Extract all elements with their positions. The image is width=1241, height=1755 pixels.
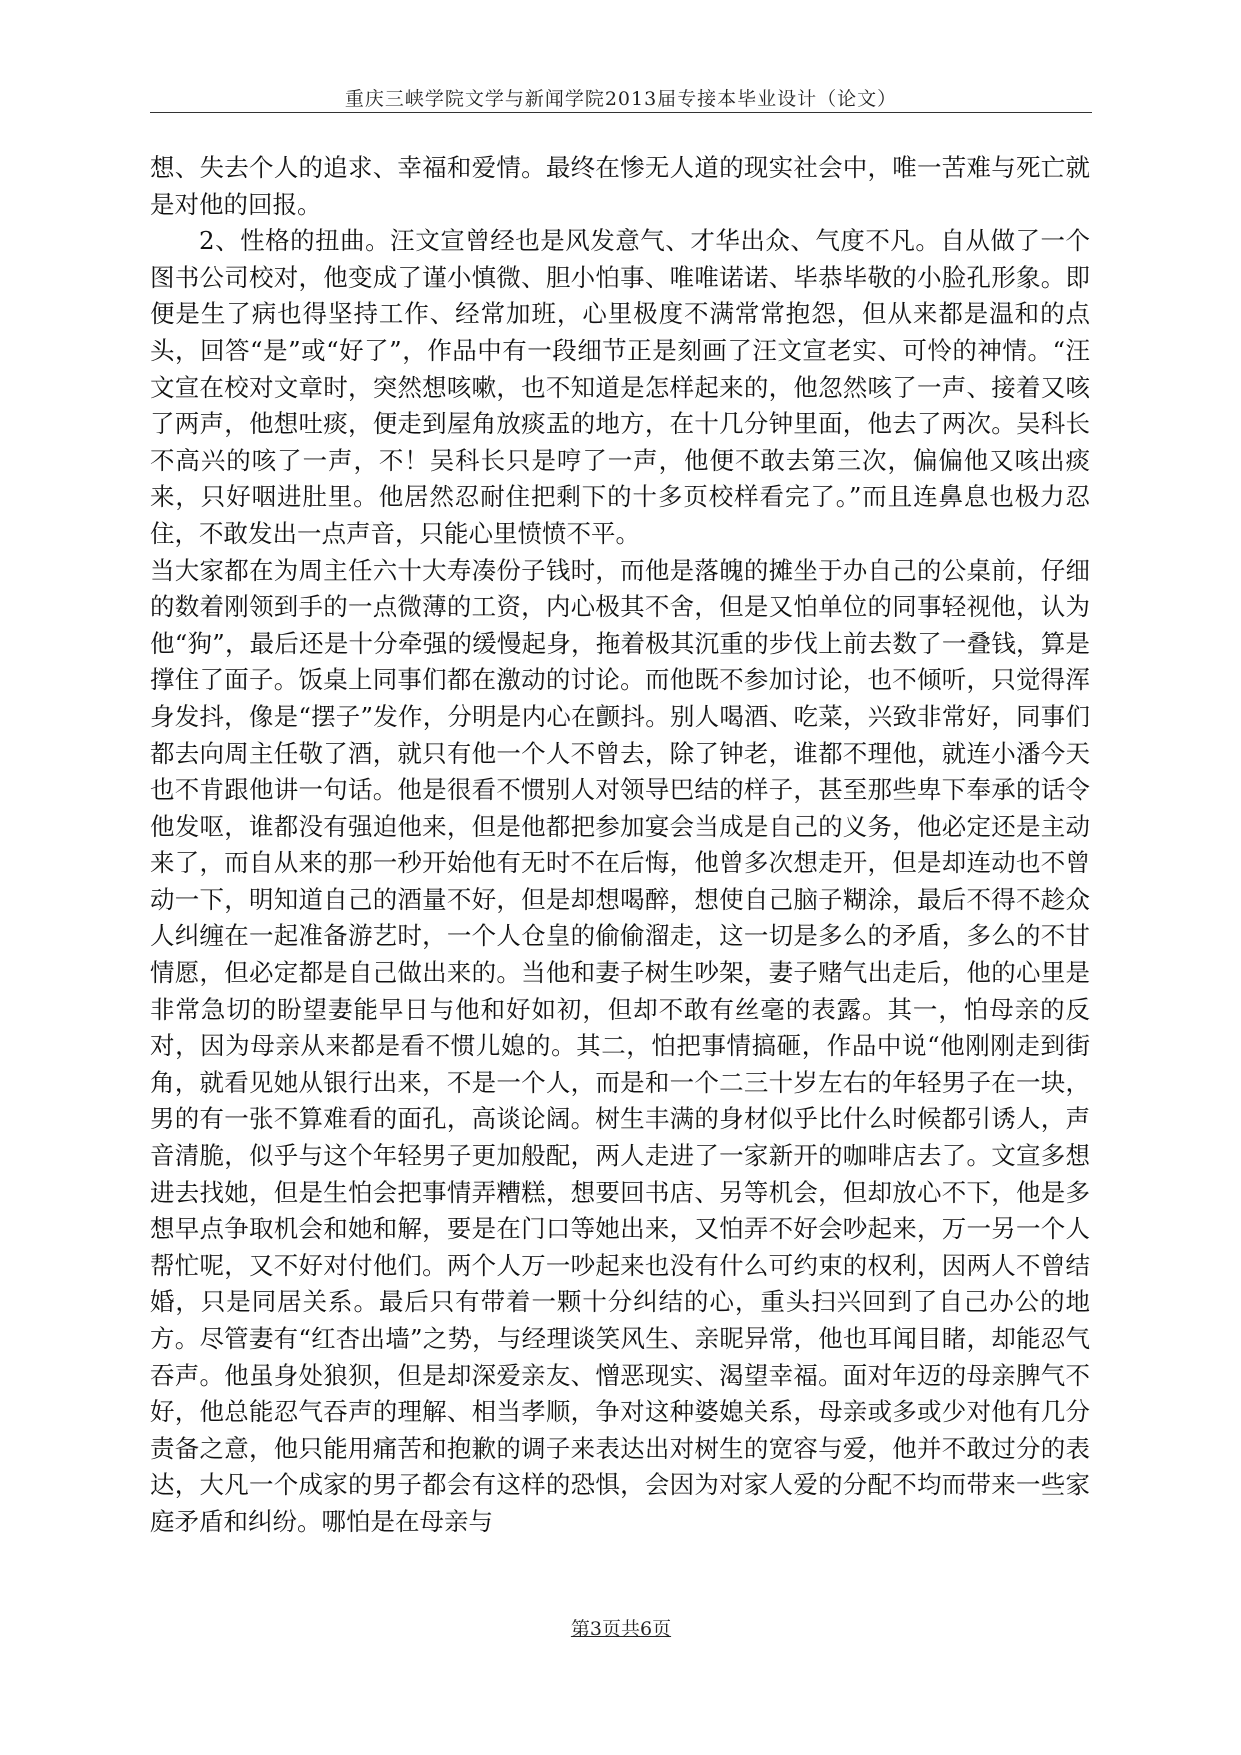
paragraph-personality: 2、性格的扭曲。汪文宣曾经也是风发意气、才华出众、气度不凡。自从做了一个图书公司校对，他变成了谨小慎微、胆小怕事、唯唯诺诺、毕恭毕敬的小脸孔形象。即便是生了病也得坚持工作、经常加班，心里极度不满常常抱怨，但从来都是温和的点头，回答“是”或“好了”，作品中有一段细节正是刻画了汪文宣老实、可怜的神情。“汪文宣在校对文章时，突然想咳嗽，也不知道是怎样起来的，他忽然咳了一声、接着又咳了两声，他想吐痰，便走到屋角放痰盂的地方，在十几分钟里面，他去了两次。吴科长不高兴的咳了一声，不！吴科长只是哼了一声，他便不敢去第三次，偏偏他又咳出痰来，只好咽进肚里。他居然忍耐住把剩下的十多页校样看完了。”而且连鼻息也极力忍住，不敢发出一点声音，只能心里愤愤不平。 [150,226,1090,548]
page-header: 重庆三峡学院文学与新闻学院2013届专接本毕业设计（论文） [344,88,898,110]
page-number: 第3页共6页 [570,1618,672,1640]
header-divider [150,112,1092,113]
page-footer [150,1614,1092,1641]
body-text [150,150,1090,1541]
paragraph-banquet: 当大家都在为周主任六十大寿凑份子钱时，而他是落魄的摊坐于办自己的公桌前，仔细的数着刚领到手的一点微薄的工资，内心极其不舍，但是又怕单位的同事轻视他，认为他“狗”，最后还是十分牵强的缓慢起身，拖着极其沉重的步伐上前去数了一叠钱，算是撑住了面子。饭桌上同事们都在激动的讨论。而他既不参加讨论，也不倾听，只觉得浑身发抖，像是“摆子”发作，分明是内心在颤抖。别人喝酒、吃菜，兴致非常好，同事们都去向周主任敬了酒，就只有他一个人不曾去，除了钟老，谁都不理他，就连小潘今天也不肯跟他讲一句话。他是很看不惯别人对领导巴结的样子，甚至那些卑下奉承的话令他发呕，谁都没有强迫他来，但是他都把参加宴会当成是自己的义务，他必定还是主动来了，而自从来的那一秒开始他有无时不在后悔，他曾多次想走开，但是却连动也不曾动一下，明知道自己的酒量不好，但是却想喝醉，想使自己脑子糊涂，最后不得不趁众人纠缠在一起准备游艺时，一个人仓皇的偷偷溜走，这一切是多么的矛盾，多么的不甘情愿，但必定都是自己做出来的。当他和妻子树生吵架，妻子赌气出走后，他的心里是非常急切的盼望妻能早日与他和好如初，但却不敢有丝毫的表露。其一，怕母亲的反对，因为母亲从来都是看不惯儿媳的。其二，怕把事情搞砸，作品中说“他刚刚走到街角，就看见她从银行出来，不是一个人，而是和一个二三十岁左右的年轻男子在一块，男的有一张不算难看的面孔，高谈论阔。树生丰满的身材似乎比什么时候都引诱人，声音清脆，似乎与这个年轻男子更加般配，两人走进了一家新开的咖啡店去了。文宣多想进去找她，但是生怕会把事情弄糟糕，想要回书店、另等机会，但却放心不下，他是多想早点争取机会和她和解，要是在门口等她出来，又怕弄不好会吵起来，万一另一个人帮忙呢，又不好对付他们。两个人万一吵起来也没有什么可约束的权利，因两人不曾结婚，只是同居关系。最后只有带着一颗十分纠结的心，重头扫兴回到了自己办公的地方。尽管妻有“红杏出墙”之势，与经理谈笑风生、亲昵异常，他也耳闻目睹，却能忍气吞声。他虽身处狼狈，但是却深爱亲友、憎恶现实、渴望幸福。面对年迈的母亲脾气不好，他总能忍气吞声的理解、相当孝顺，争对这种婆媳关系，母亲或多或少对他有几分责备之意，他只能用痛苦和抱歉的调子来表达出对树生的宽容与爱，他并不敢过分的表达，大凡一个成家的男子都会有这样的恐惧，会因为对家人爱的分配不均而带来一些家庭矛盾和纠纷。哪怕是在母亲与 [150,555,1090,1536]
paragraph-continued: 想、失去个人的追求、幸福和爱情。最终在惨无人道的现实社会中，唯一苦难与死亡就是对他的回报。 [150,153,1090,219]
